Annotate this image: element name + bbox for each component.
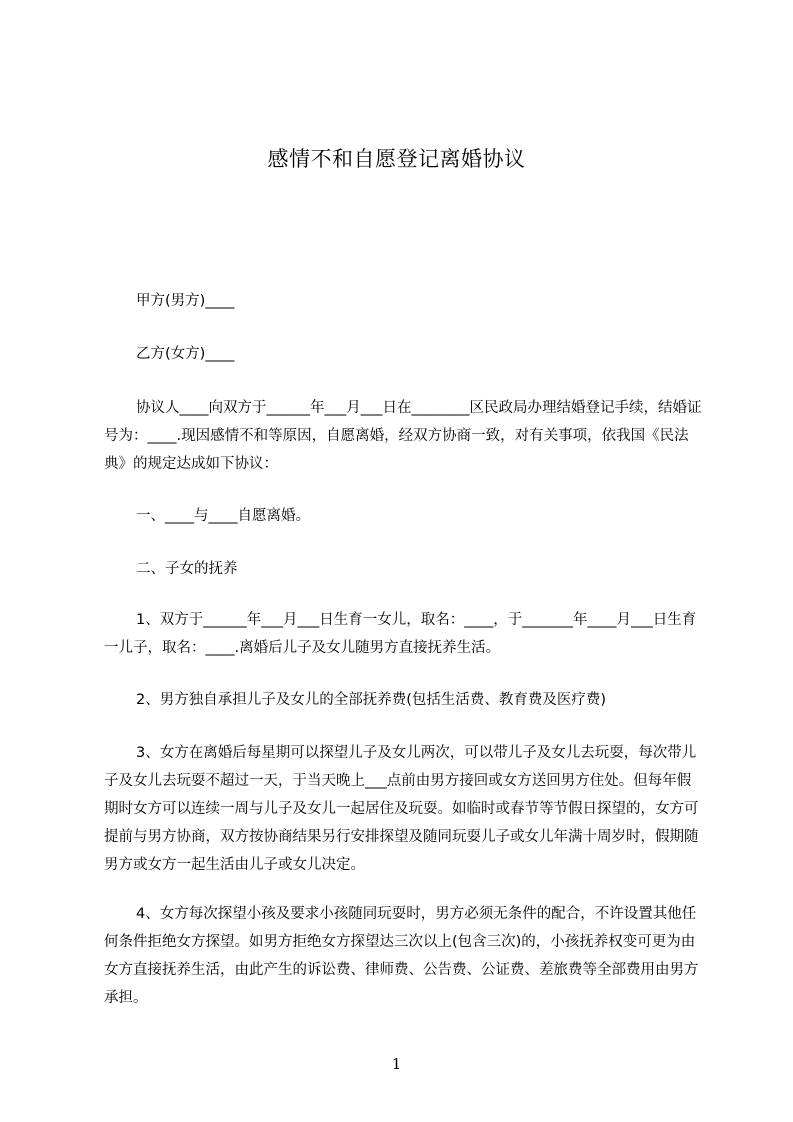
- section-2-heading: 二、子女的抚养: [136, 561, 238, 577]
- item-1-paragraph: 1、双方于______年___月___日生育一女儿，取名：____，于_______年____月___日生育一儿子，取名：____.离婚后儿子及女儿随男方直接抚养生活。: [104, 612, 697, 656]
- section-1: 一、____与____自愿离婚。: [136, 508, 310, 524]
- document-title: 感情不和自愿登记离婚协议: [267, 147, 526, 171]
- item-4-paragraph: 4、女方每次探望小孩及要求小孩随同玩耍时，男方必须无条件的配合，不许设置其他任何条件拒绝女方探望。如男方拒绝女方探望达三次以上(包含三次)的，小孩抚养权变可更为由女方直接抚养生活，由此产生的诉讼费、律师费、公告费、公证费、差旅费等全部费用由男方承担。: [104, 906, 699, 1006]
- party-a-line: 甲方(男方)____: [136, 293, 235, 309]
- intro-paragraph: 协议人____向双方于______年___月___日在________区民政局办理结婚登记手续，结婚证号为：____.现因感情不和等原因，自愿离婚，经双方协商一致，对有关事项，依我国《民法典》的规定达成如下协议：: [104, 400, 702, 472]
- item-2-paragraph: 2、男方独自承担儿子及女儿的全部抚养费(包括生活费、教育费及医疗费): [136, 692, 607, 708]
- party-b-line: 乙方(女方)____: [136, 346, 235, 362]
- page-number: 1: [391, 1055, 402, 1073]
- item-3-paragraph: 3、女方在离婚后每星期可以探望儿子及女儿两次，可以带儿子及女儿去玩耍，每次带儿子及女儿去玩耍不超过一天，于当天晚上___点前由男方接回或女方送回男方住处。但每年假期时女方可以连续一周与儿子及女儿一起居住及玩耍。如临时或春节等节假日探望的，女方可提前与男方协商，双方按协商结果另行安排探望及随同玩耍儿子或女儿年满十周岁时，假期随男方或女方一起生活由儿子或女儿决定。: [104, 745, 699, 873]
